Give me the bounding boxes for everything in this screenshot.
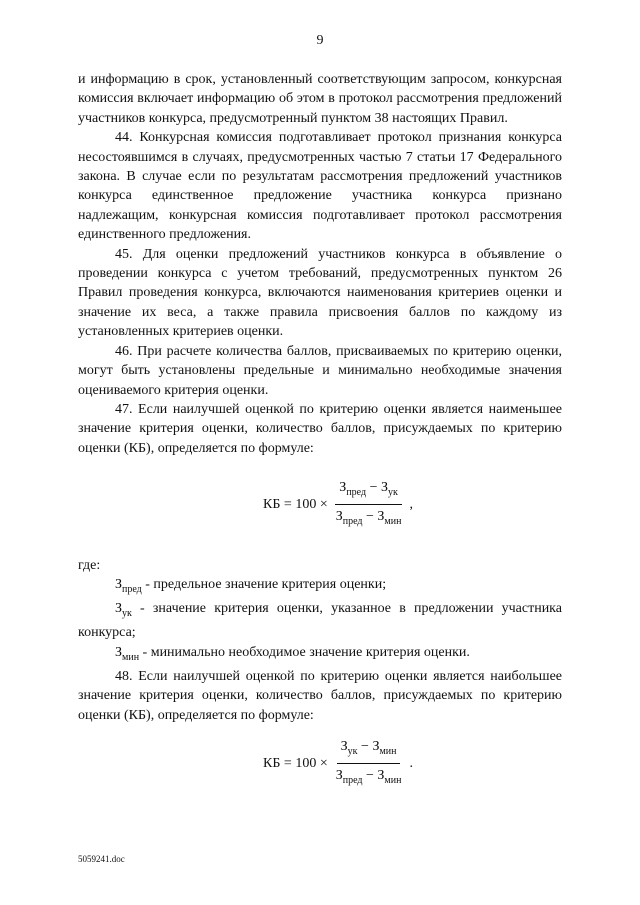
formula-end-punctuation: . xyxy=(409,756,413,772)
formula-lhs: КБ = 100 × xyxy=(263,756,328,772)
page-number: 9 xyxy=(316,33,324,48)
formula-48 xyxy=(78,737,562,790)
formula-numerator: $З_{ук} - З_{мин}$ xyxy=(337,737,401,764)
document-body xyxy=(78,70,562,791)
formula-fraction xyxy=(332,737,406,790)
paragraph-47: 47. Если наилучшей оценкой по критерию оценки является наименьшее значение критерия оценки, количество баллов, присуждаемых по критерию оценки (КБ), определяется по формуле: xyxy=(78,401,562,456)
paragraph-45: 45. Для оценки предложений участников конкурса в объявление о проведении конкурса с учетом требований, предусмотренных пунктом 26 Правил проведения конкурса, включаются наименования критериев оценки и значение их веса, а также правила присвоения баллов по каждому из установленных критериев оценки. xyxy=(78,246,562,340)
paragraph-46: 46. При расчете количества баллов, присваиваемых по критерию оценки, могут быть установлены предельные и минимально необходимые значения оцениваемого критерия оценки. xyxy=(78,343,562,398)
where-label: где: xyxy=(78,557,101,573)
paragraph-44: 44. Конкурсная комиссия подготавливает протокол признания конкурса несостоявшимся в случаях, предусмотренных частью 7 статьи 17 Федерального закона. В случае если по результатам рассмотрения предложений участников конкурса единственное предложение участника конкурса признано надлежащим, конкурсная комиссия подготавливает протокол рассмотрения единственного предложения. xyxy=(78,130,562,243)
formula-numerator: $З_{пред} - З_{ук}$ xyxy=(335,478,402,505)
formula-denominator: $З_{пред} - З_{мин}$ xyxy=(335,509,402,528)
formula-end-punctuation: , xyxy=(409,497,413,513)
footer-filename: 5059241.doc xyxy=(78,854,125,864)
definition-uk: $З_{ук}$ - значение критерия оценки, указанное в предложении участника конкурса; xyxy=(78,601,562,641)
definition-min: $З_{мин}$ - минимально необходимое значение критерия оценки. xyxy=(115,644,470,663)
formula-lhs: КБ = 100 × xyxy=(263,497,328,513)
formula-denominator: $З_{пред} - З_{мин}$ xyxy=(335,768,402,787)
formula-fraction xyxy=(332,478,406,531)
paragraph-continuation: и информацию в срок, установленный соответствующим запросом, конкурсная комиссия включает информацию об этом в протокол рассмотрения предложений участников конкурса, предусмотренный пунктом 38 настоящих Правил. xyxy=(78,72,562,126)
formula-47 xyxy=(78,478,562,531)
definition-pred: $З_{пред}$ - предельное значение критерия оценки; xyxy=(115,576,387,595)
paragraph-48: 48. Если наилучшей оценкой по критерию оценки является наибольшее значение критерия оценки, количество баллов, присуждаемых по критерию оценки (КБ), определяется по формуле: xyxy=(78,668,562,723)
